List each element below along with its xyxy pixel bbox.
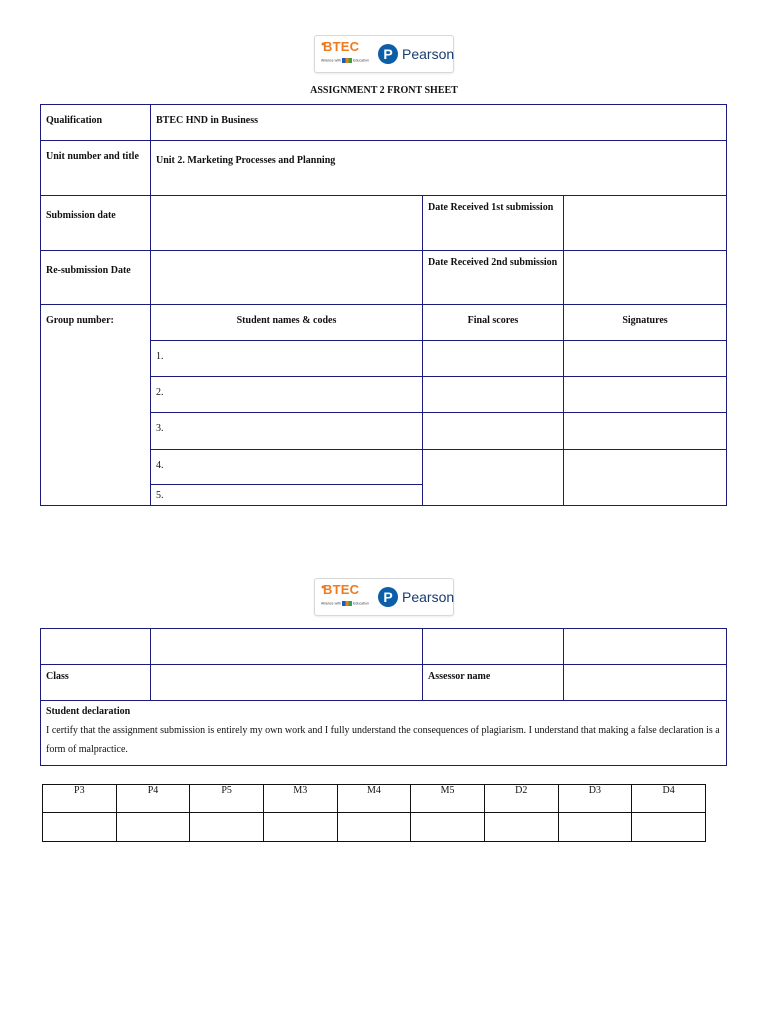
grades-table — [42, 784, 706, 842]
grade-cell-d3[interactable] — [558, 813, 632, 842]
blank-cell-b[interactable] — [151, 629, 423, 665]
student-declaration — [41, 701, 727, 766]
grade-header-m3: M3 — [263, 785, 337, 813]
btec-logo — [321, 582, 373, 612]
grade-header-d3: D3 — [558, 785, 632, 813]
declaration-text: I certify that the assignment submission is entirely my own work and I fully understand the consequences of plagiarism. I understand that making a false declaration is a form of malpractice. — [46, 725, 720, 755]
student-row-5[interactable]: 5. — [151, 485, 423, 506]
signatures-header: Signatures — [564, 305, 727, 341]
signature-cell-1[interactable] — [564, 341, 727, 377]
declaration-title: Student declaration — [46, 706, 131, 717]
grade-header-p3: P3 — [43, 785, 117, 813]
signature-cell-2[interactable] — [564, 377, 727, 413]
front-sheet-table — [40, 104, 727, 506]
btec-tagline: Alliance with Education — [321, 601, 369, 606]
grade-cell-d2[interactable] — [484, 813, 558, 842]
grade-header-m5: M5 — [411, 785, 485, 813]
fpt-icon — [342, 58, 352, 63]
student-row-4[interactable]: 4. — [151, 450, 423, 485]
btec-pearson-logo — [314, 35, 454, 73]
final-scores-header: Final scores — [423, 305, 564, 341]
btec-pearson-logo-2 — [314, 578, 454, 616]
btec-logo — [321, 39, 373, 69]
grade-cell-p4[interactable] — [116, 813, 190, 842]
date-received-1-field[interactable] — [564, 196, 727, 251]
student-row-1[interactable]: 1. — [151, 341, 423, 377]
signature-cell-4-5[interactable] — [564, 450, 727, 506]
unit-value: Unit 2. Marketing Processes and Planning — [151, 141, 727, 196]
grade-cell-p5[interactable] — [190, 813, 264, 842]
btec-tagline: Alliance with Education — [321, 58, 369, 63]
grade-cell-p3[interactable] — [43, 813, 117, 842]
grade-cell-d4[interactable] — [632, 813, 706, 842]
score-cell-4-5[interactable] — [423, 450, 564, 506]
signature-cell-3[interactable] — [564, 413, 727, 450]
resubmission-date-field[interactable] — [151, 251, 423, 305]
student-row-2[interactable]: 2. — [151, 377, 423, 413]
btec-wordmark: BTEC — [323, 39, 360, 54]
pearson-icon: P — [378, 44, 398, 64]
qualification-value: BTEC HND in Business — [151, 105, 727, 141]
class-field[interactable] — [151, 665, 423, 701]
grade-cell-m4[interactable] — [337, 813, 411, 842]
grade-header-d2: D2 — [484, 785, 558, 813]
blank-cell-a[interactable] — [41, 629, 151, 665]
resubmission-date-label: Re-submission Date — [41, 251, 151, 305]
assessor-name-field[interactable] — [564, 665, 727, 701]
student-row-3[interactable]: 3. — [151, 413, 423, 450]
score-cell-2[interactable] — [423, 377, 564, 413]
class-label: Class — [41, 665, 151, 701]
grade-header-m4: M4 — [337, 785, 411, 813]
grade-header-p5: P5 — [190, 785, 264, 813]
score-cell-3[interactable] — [423, 413, 564, 450]
pearson-wordmark: Pearson — [402, 46, 455, 62]
grade-header-p4: P4 — [116, 785, 190, 813]
score-cell-1[interactable] — [423, 341, 564, 377]
blank-cell-d[interactable] — [564, 629, 727, 665]
pearson-icon: P — [378, 587, 398, 607]
student-names-header: Student names & codes — [151, 305, 423, 341]
group-number-label: Group number: — [41, 305, 151, 506]
sheet-title: ASSIGNMENT 2 FRONT SHEET — [310, 85, 458, 96]
assessor-name-label: Assessor name — [423, 665, 564, 701]
date-received-2-label: Date Received 2nd submission — [423, 251, 564, 305]
grade-cell-m3[interactable] — [263, 813, 337, 842]
fpt-icon — [342, 601, 352, 606]
pearson-wordmark: Pearson — [402, 589, 455, 605]
blank-cell-c[interactable] — [423, 629, 564, 665]
date-received-2-field[interactable] — [564, 251, 727, 305]
declaration-table — [40, 628, 727, 766]
grade-cell-m5[interactable] — [411, 813, 485, 842]
unit-label: Unit number and title — [41, 141, 151, 196]
qualification-label: Qualification — [41, 105, 151, 141]
date-received-1-label: Date Received 1st submission — [423, 196, 564, 251]
submission-date-field[interactable] — [151, 196, 423, 251]
submission-date-label: Submission date — [41, 196, 151, 251]
btec-wordmark: BTEC — [323, 582, 360, 597]
grade-header-d4: D4 — [632, 785, 706, 813]
